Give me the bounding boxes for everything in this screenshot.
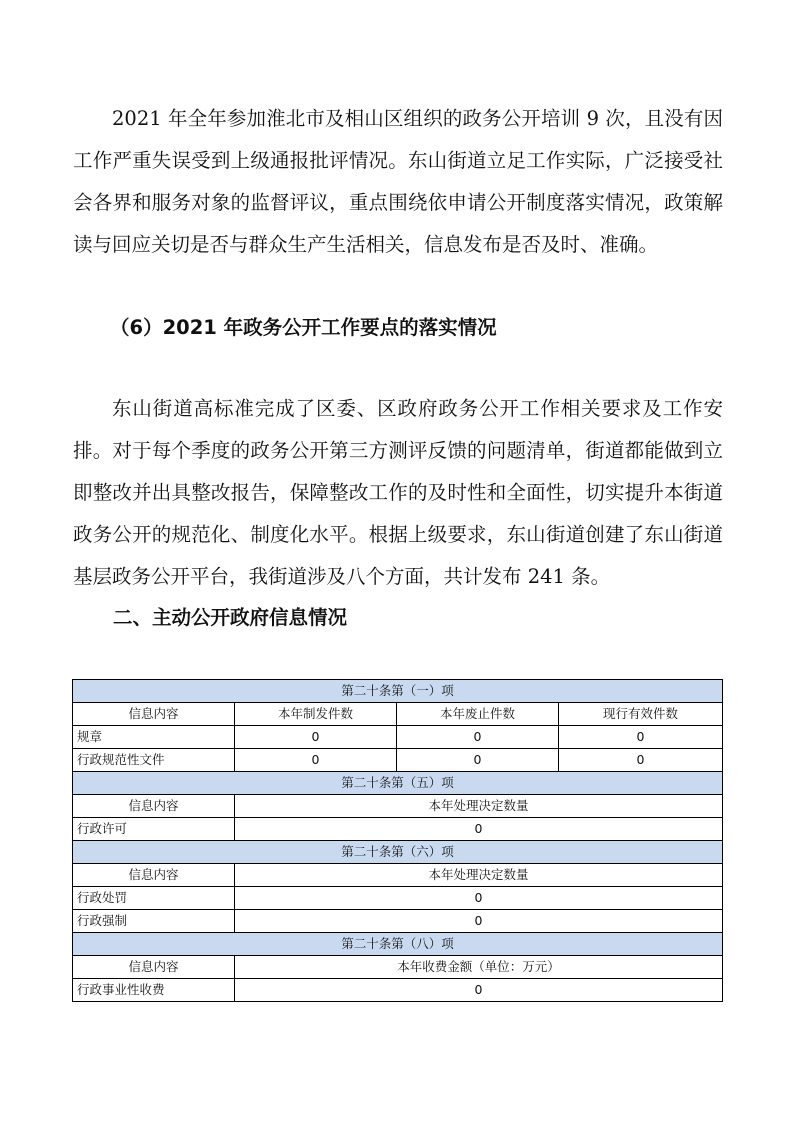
table-row xyxy=(73,749,723,772)
disclosure-table xyxy=(72,679,723,1002)
column-header: 信息内容 xyxy=(73,795,235,818)
row-label: 行政事业性收费 xyxy=(73,979,235,1002)
table-row xyxy=(73,887,723,910)
paragraph-training: 2021 年全年参加淮北市及相山区组织的政务公开培训 9 次，且没有因工作严重失误受到上级通报批评情况。东山街道立足工作实际，广泛接受社会各界和服务对象的监督评议，重点围绕依申请公开制度落实情况，政策解读与回应关切是否与群众生产生活相关，信息发布是否及时、准确。 xyxy=(73,107,723,256)
row-label: 规章 xyxy=(73,726,235,749)
section-title: 第二十条第（六）项 xyxy=(73,841,723,864)
row-label: 行政许可 xyxy=(73,818,235,841)
cell-value: 0 xyxy=(235,979,723,1002)
cell-value: 0 xyxy=(235,749,397,772)
column-header: 本年收费金额（单位：万元） xyxy=(235,956,723,979)
cell-value: 0 xyxy=(235,887,723,910)
heading-active-disclosure: 二、主动公开政府信息情况 xyxy=(113,606,348,629)
column-header: 本年处理决定数量 xyxy=(235,864,723,887)
column-header: 本年废止件数 xyxy=(397,703,559,726)
section-title: 第二十条第（五）项 xyxy=(73,772,723,795)
column-header: 本年制发件数 xyxy=(235,703,397,726)
column-header: 现行有效件数 xyxy=(559,703,723,726)
column-header-row xyxy=(73,703,723,726)
cell-value: 0 xyxy=(235,726,397,749)
section-header-row xyxy=(73,772,723,795)
row-label: 行政强制 xyxy=(73,910,235,933)
column-header-row xyxy=(73,956,723,979)
table-row xyxy=(73,726,723,749)
cell-value: 0 xyxy=(397,749,559,772)
table-row xyxy=(73,979,723,1002)
column-header: 信息内容 xyxy=(73,703,235,726)
column-header: 本年处理决定数量 xyxy=(235,795,723,818)
section-header-row xyxy=(73,680,723,703)
section-title: 第二十条第（八）项 xyxy=(73,933,723,956)
table-row xyxy=(73,910,723,933)
paragraph-implementation: 东山街道高标准完成了区委、区政府政务公开工作相关要求及工作安排。对于每个季度的政务公开第三方测评反馈的问题清单，街道都能做到立即整改并出具整改报告，保障整改工作的及时性和全面性，切实提升本街道政务公开的规范化、制度化水平。根据上级要求，东山街道创建了东山街道基层政务公开平台，我街道涉及八个方面，共计发布 241 条。 xyxy=(73,397,723,588)
column-header: 信息内容 xyxy=(73,956,235,979)
cell-value: 0 xyxy=(559,749,723,772)
row-label: 行政规范性文件 xyxy=(73,749,235,772)
cell-value: 0 xyxy=(235,910,723,933)
cell-value: 0 xyxy=(559,726,723,749)
row-label: 行政处罚 xyxy=(73,887,235,910)
column-header-row xyxy=(73,864,723,887)
column-header-row xyxy=(73,795,723,818)
column-header: 信息内容 xyxy=(73,864,235,887)
table-row xyxy=(73,818,723,841)
section-header-row xyxy=(73,841,723,864)
heading-work-points: （6）2021 年政务公开工作要点的落实情况 xyxy=(110,316,497,339)
cell-value: 0 xyxy=(397,726,559,749)
section-header-row xyxy=(73,933,723,956)
cell-value: 0 xyxy=(235,818,723,841)
section-title: 第二十条第（一）项 xyxy=(73,680,723,703)
